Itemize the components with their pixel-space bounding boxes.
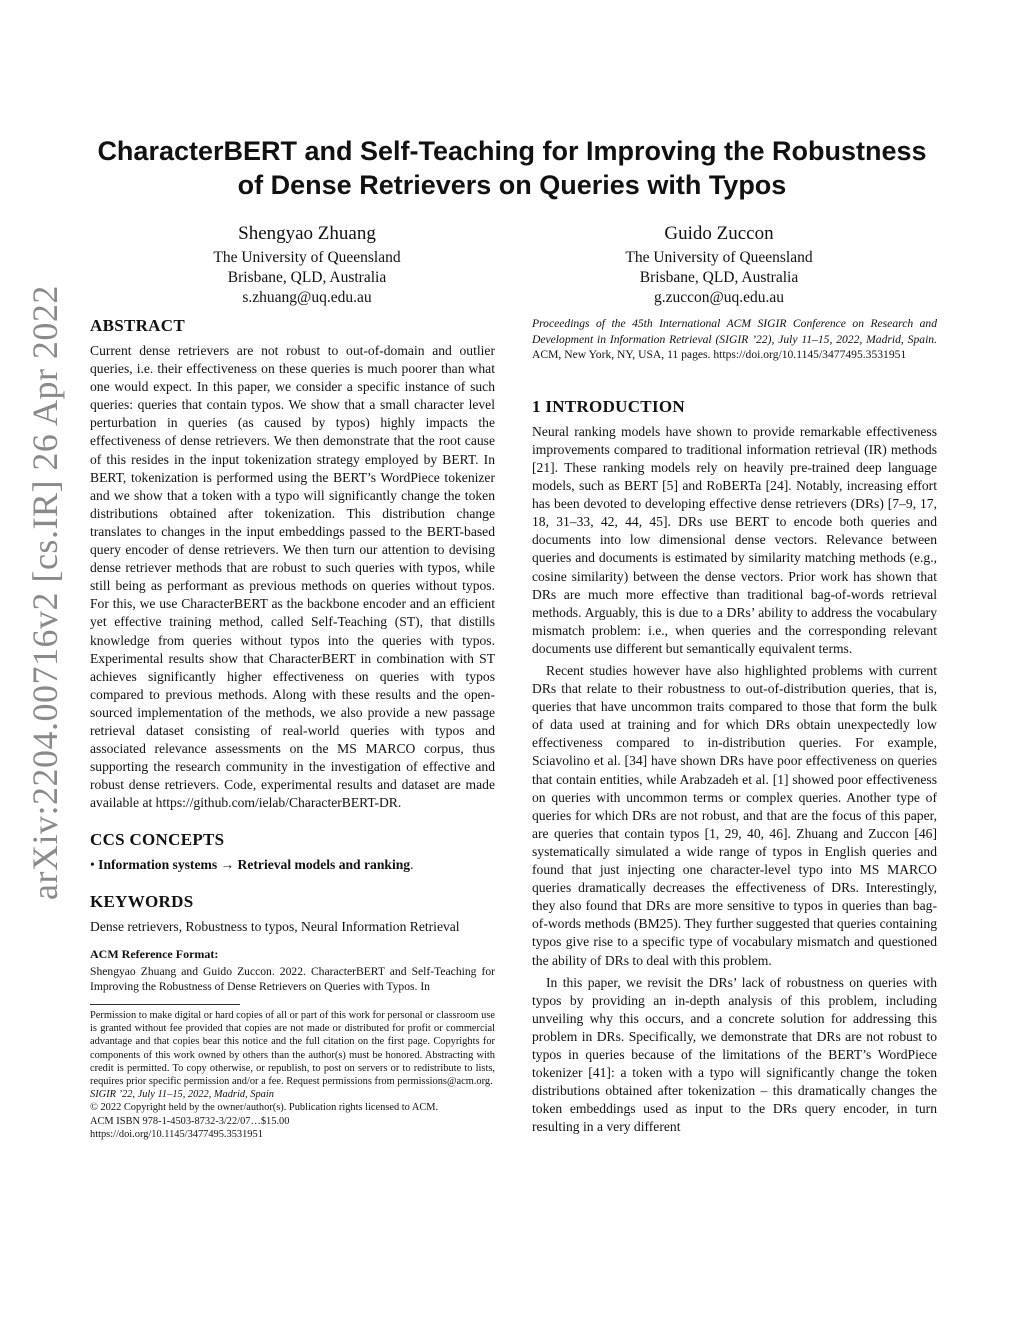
intro-paragraph: In this paper, we revisit the DRs’ lack of robustness on queries with typos by providing an in-depth analysis of this problem, including unveiling why this occurs, and a concrete solution for addressing this problem in DRs. Specifically, we demonstrate that DRs are not robust to typos in queries because of the limitations of the BERT’s WordPiece tokenizer [41]: a token with a typo will significantly change the token distributions obtained after tokenization – this dramatically changes the token embeddings used as input to the DRs query encoder, in turn resulting in a very different <box>532 974 937 1135</box>
intro-paragraph: Recent studies however have also highlighted problems with current DRs that relate to their robustness to out-of-distribution queries, that is, queries that have uncommon traits compared to those that form the bulk of data used at training and for which DRs obtain unexpectedly low effectiveness compared to in-distribution queries. For example, Sciavolino et al. [34] have shown DRs have poor effectiveness on queries that contain entities, while Arabzadeh et al. [1] showed poor effectiveness on queries with uncommon terms or complex queries. Another type of queries for which DRs are not robust, and that are the focus of this paper, are queries that contain typos [1, 29, 40, 46]. Zhuang and Zuccon [46] systematically simulated a wide range of typos in English queries and found that just injecting one character-level typo into MS MARCO queries dramatically decreases the effectiveness of DRs. Interestingly, they also found that DRs are more sensitive to typos in queries than bag-of-words methods (BM25). They further suggested that queries containing typos give rise to a specific type of vocabulary mismatch and questioned the ability of DRs to deal with this problem. <box>532 663 937 968</box>
title-line-2: of Dense Retrievers on Queries with Typos <box>237 170 787 200</box>
introduction-heading: 1 INTRODUCTION <box>532 396 685 416</box>
arrow-icon: → <box>220 857 235 873</box>
abstract-text: Current dense retrievers are not robust to out-of-domain and outlier queries, i.e. their effectiveness on these queries is much poorer than what one would expect. In this paper, we consider a specific instance of such queries: queries that contain typos. We show that a small character level perturbation in queries (as caused by typos) highly impacts the effectiveness of dense retrievers. We then demonstrate that the root cause of this resides in the input tokenization strategy employed by BERT. In BERT, tokenization is performed using the BERT’s WordPiece tokenizer and we show that a token with a typo will significantly change the token distributions obtained after tokenization. This distribution change translates to changes in the input embeddings passed to the BERT-based query encoder of dense retrievers. We then turn our attention to devising dense retriever methods that are robust to such queries with typos, while still being as performant as previous methods on queries without typos. For this, we use CharacterBERT as the backbone encoder and an efficient yet effective training method, called Self-Teaching (ST), that distills knowledge from queries without typos into the queries with typos. Experimental results show that CharacterBERT in combination with ST achieves significantly higher effectiveness on queries with typos compared to previous methods. Along with these results and the open-sourced implementation of the methods, we also provide a new passage retrieval dataset consisting of real-world queries with typos and associated relevance assessments on the MS MARCO corpus, thus supporting the research community in the investigation of effective and robust dense retrievers. Code, experimental results and dataset are made available at https://github.com/ielab/CharacterBERT-DR. <box>90 343 495 811</box>
proceedings-details: ACM, New York, NY, USA, 11 pages. https://doi.org/10.1145/3477495.3531951 <box>532 348 907 362</box>
isbn-line: ACM ISBN 978-1-4503-8732-3/22/07…$15.00 <box>90 1115 290 1127</box>
ccs-item <box>90 856 495 874</box>
author-block-1 <box>157 222 457 308</box>
author-email[interactable]: s.zhuang@uq.edu.au <box>242 289 372 306</box>
ccs-period: . <box>410 857 414 873</box>
right-column <box>532 316 937 1136</box>
footnote-divider <box>90 1004 240 1005</box>
doi-link[interactable]: https://doi.org/10.1145/3477495.3531951 <box>90 1128 263 1140</box>
ccs-term-1: Information systems <box>98 857 218 873</box>
author-affiliation: The University of Queensland <box>625 249 813 266</box>
abstract-heading: ABSTRACT <box>90 316 185 335</box>
acm-reference-heading: ACM Reference Format: <box>90 946 219 961</box>
venue-line: SIGIR ’22, July 11–15, 2022, Madrid, Spain <box>90 1089 274 1101</box>
ccs-bullet: • <box>90 857 95 873</box>
proceedings-venue: Proceedings of the 45th International ACM SIGIR Conference on Research and Development in Information Retrieval (SIGIR ’22), July 11–15, 2022, Madrid, Spain. <box>532 317 937 346</box>
ccs-term-2: Retrieval models and ranking <box>237 857 411 873</box>
arxiv-identifier: arXiv:2204.00716v2 [cs.IR] 26 Apr 2022 <box>25 285 65 900</box>
intro-paragraph: Neural ranking models have shown to provide remarkable effectiveness improvements compared to traditional information retrieval (IR) methods [21]. These ranking models rely on heavily pre-trained deep language models, such as BERT [5] and RoBERTa [24]. Notably, increasing effort has been devoted to developing effective dense retrievers (DRs) [7–9, 17, 18, 31–33, 42, 44, 45]. DRs use BERT to encode both queries and documents into low dimensional dense vectors. Relevance between queries and documents is estimated by similarity matching methods (e.g., cosine similarity) between the dense vectors. Prior work has shown that DRs are much more effective than traditional bag-of-words retrieval methods. Arguably, this is due to a DRs’ ability to address the vocabulary mismatch problem: i.e., when queries and the corresponding relevant documents use different but semantically equivalent terms. <box>532 423 937 656</box>
author-name: Guido Zuccon <box>664 223 774 244</box>
keywords-heading: KEYWORDS <box>90 892 194 912</box>
left-column <box>90 316 495 1141</box>
keywords-text: Dense retrievers, Robustness to typos, Neural Information Retrieval <box>90 919 460 935</box>
author-block-2 <box>569 222 869 308</box>
title-line-1: CharacterBERT and Self-Teaching for Improving the Robustness <box>97 136 927 166</box>
author-affiliation: The University of Queensland <box>213 249 401 266</box>
acm-reference-text: Shengyao Zhuang and Guido Zuccon. 2022. CharacterBERT and Self-Teaching for Improving the Robustness of Dense Retrievers on Queries with Typos. In <box>90 964 495 993</box>
author-location: Brisbane, QLD, Australia <box>227 269 387 286</box>
paper-title <box>80 134 944 202</box>
permission-notice: Permission to make digital or hard copies of all or part of this work for personal or classroom use is granted without fee provided that copies are not made or distributed for profit or commercial advantage and that copies bear this notice and the full citation on the first page. Copyrights for components of this work owned by others than the author(s) must be honored. Abstracting with credit is permitted. To copy otherwise, or republish, to post on servers or to redistribute to lists, requires prior specific permission and/or a fee. Request permissions from permissions@acm.org. <box>90 1009 495 1087</box>
copyright-line: © 2022 Copyright held by the owner/author(s). Publication rights licensed to ACM. <box>90 1102 439 1114</box>
author-name: Shengyao Zhuang <box>238 223 376 244</box>
author-email[interactable]: g.zuccon@uq.edu.au <box>653 289 785 306</box>
proceedings-citation <box>532 316 937 363</box>
author-location: Brisbane, QLD, Australia <box>639 269 799 286</box>
ccs-heading: CCS CONCEPTS <box>90 830 225 850</box>
